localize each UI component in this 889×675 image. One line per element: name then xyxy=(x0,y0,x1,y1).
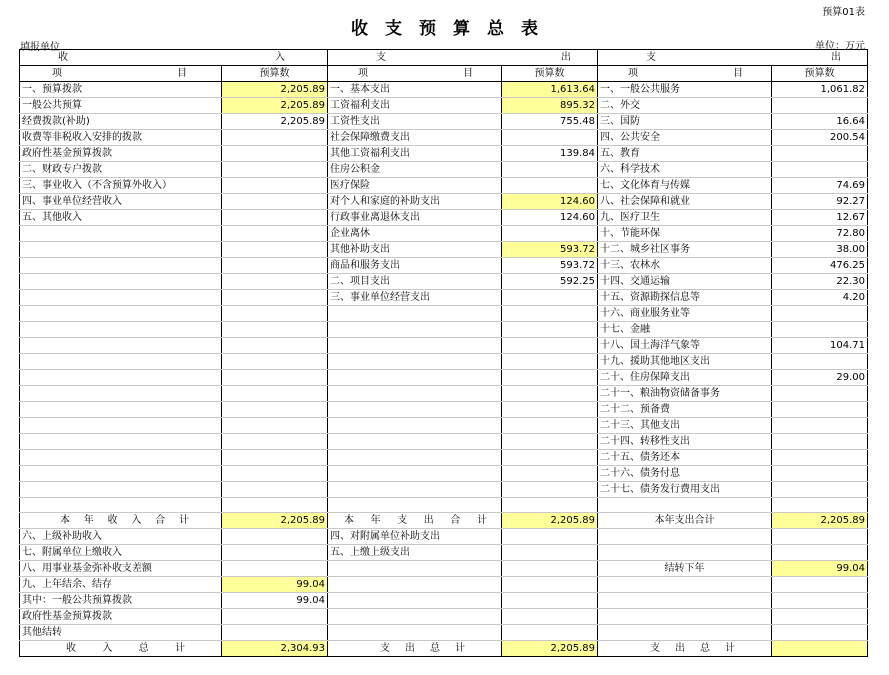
income-item-cell: 经费拨款(补助) xyxy=(20,114,222,130)
expense-category-value-cell xyxy=(772,402,868,418)
expense-value-cell xyxy=(502,482,598,498)
income-item-cell xyxy=(20,290,222,306)
income-value-cell: 2,205.89 xyxy=(222,82,328,98)
expense-category-item-cell: 六、科学技术 xyxy=(598,162,772,178)
expense-value-cell xyxy=(502,577,598,593)
expense-category-value-cell: 104.71 xyxy=(772,338,868,354)
expense-item-cell: 对个人和家庭的补助支出 xyxy=(328,194,502,210)
expense-item-cell: 其他补助支出 xyxy=(328,242,502,258)
income-value-cell xyxy=(222,529,328,545)
expense-category-value-cell xyxy=(772,434,868,450)
expense-category-value-cell: 200.54 xyxy=(772,130,868,146)
table-row xyxy=(20,98,868,114)
income-value-cell xyxy=(222,226,328,242)
expense-value-cell: 755.48 xyxy=(502,114,598,130)
expense-category-value-cell xyxy=(772,482,868,498)
expense-category-item-cell: 十、节能环保 xyxy=(598,226,772,242)
income-value-cell xyxy=(222,545,328,561)
expense-category-item-cell: 二十七、债务发行费用支出 xyxy=(598,482,772,498)
income-total-label: 本 年 收 入 合 计 xyxy=(20,513,222,529)
unit-label: 单位：万元 xyxy=(815,41,865,52)
filler-unit-label: 填报单位 xyxy=(20,42,60,53)
income-value-cell xyxy=(222,162,328,178)
expense-category-item-cell: 五、教育 xyxy=(598,146,772,162)
expense-value-cell xyxy=(502,162,598,178)
expense-item-cell xyxy=(328,354,502,370)
expense-category-value-cell: 72.80 xyxy=(772,226,868,242)
expense-category-item-cell: 十二、城乡社区事务 xyxy=(598,242,772,258)
income-item-cell xyxy=(20,258,222,274)
income-item-cell: 三、事业收入（不含预算外收入） xyxy=(20,178,222,194)
expense-category-value-cell: 22.30 xyxy=(772,274,868,290)
expense-value-cell xyxy=(502,466,598,482)
expense-item-cell: 工资福利支出 xyxy=(328,98,502,114)
expense-category-value-cell: 38.00 xyxy=(772,242,868,258)
expense-value-cell xyxy=(502,450,598,466)
expense-category-item-cell xyxy=(598,625,772,641)
expense-section-header: 支 出 xyxy=(328,50,598,66)
income-item-cell xyxy=(20,306,222,322)
income-total-value: 2,205.89 xyxy=(222,513,328,529)
table-row xyxy=(20,386,868,402)
expense-item-cell: 社会保障缴费支出 xyxy=(328,130,502,146)
expense-category-item-cell: 二十五、债务还本 xyxy=(598,450,772,466)
income-section-header: 收 入 xyxy=(20,50,328,66)
income-value-cell xyxy=(222,130,328,146)
expense-category-value-cell xyxy=(772,322,868,338)
expense-category-value-cell xyxy=(772,577,868,593)
table-row xyxy=(20,242,868,258)
table-row xyxy=(20,593,868,609)
table-row xyxy=(20,146,868,162)
expense-category-item-cell: 十七、金融 xyxy=(598,322,772,338)
income-item-cell: 四、事业单位经营收入 xyxy=(20,194,222,210)
grand-total-row xyxy=(20,641,868,657)
income-item-cell xyxy=(20,354,222,370)
expense-total-label: 本 年 支 出 合 计 xyxy=(328,513,502,529)
income-item-cell xyxy=(20,322,222,338)
income-value-cell xyxy=(222,354,328,370)
income-item-cell: 政府性基金预算拨款 xyxy=(20,609,222,625)
income-value-cell xyxy=(222,146,328,162)
expense-category-item-cell: 八、社会保障和就业 xyxy=(598,194,772,210)
income-value-cell xyxy=(222,338,328,354)
expense-item-cell xyxy=(328,577,502,593)
expense-category-item-cell: 二十二、预备费 xyxy=(598,402,772,418)
expense-item-cell xyxy=(328,434,502,450)
expense-item-cell: 行政事业离退休支出 xyxy=(328,210,502,226)
expense-category-total-label: 本年支出合计 xyxy=(598,513,772,529)
table-row xyxy=(20,338,868,354)
expense-category-grand-total-label: 支 出 总 计 xyxy=(598,641,772,657)
income-value-cell xyxy=(222,210,328,226)
expense-category-value-cell xyxy=(772,98,868,114)
income-item-cell xyxy=(20,482,222,498)
income-item-cell: 一、预算拨款 xyxy=(20,82,222,98)
expense-category-value-cell xyxy=(772,418,868,434)
table-row xyxy=(20,370,868,386)
expense-category-item-cell: 二十四、转移性支出 xyxy=(598,434,772,450)
expense-grand-total-label: 支 出 总 计 xyxy=(328,641,502,657)
budget-summary-table xyxy=(19,49,868,657)
expense-category-value-cell xyxy=(772,545,868,561)
expense-item-cell: 二、项目支出 xyxy=(328,274,502,290)
expense-category-item-cell xyxy=(598,577,772,593)
table-row xyxy=(20,194,868,210)
income-value-cell xyxy=(222,609,328,625)
expense-value-cell xyxy=(502,306,598,322)
expense-category-item-cell: 结转下年 xyxy=(598,561,772,577)
expense-category-item-cell: 一、一般公共服务 xyxy=(598,82,772,98)
income-value-cell: 2,205.89 xyxy=(222,98,328,114)
income-value-cell xyxy=(222,242,328,258)
expense-item-cell: 医疗保险 xyxy=(328,178,502,194)
expense-value-cell xyxy=(502,386,598,402)
income-item-cell: 一般公共预算 xyxy=(20,98,222,114)
expense-category-item-cell: 十八、国土海洋气象等 xyxy=(598,338,772,354)
expense-category-total-value: 2,205.89 xyxy=(772,513,868,529)
expense-value-cell xyxy=(502,322,598,338)
expense-category-item-cell: 二十三、其他支出 xyxy=(598,418,772,434)
income-item-cell xyxy=(20,402,222,418)
expense-category-item-cell: 十五、资源勘探信息等 xyxy=(598,290,772,306)
expense-item-cell xyxy=(328,561,502,577)
expense-category-grand-total-value xyxy=(772,641,868,657)
expense-value-cell xyxy=(502,545,598,561)
income-item-cell xyxy=(20,498,222,513)
expense-value-cell xyxy=(502,418,598,434)
income-item-cell xyxy=(20,386,222,402)
income-grand-total-value: 2,304.93 xyxy=(222,641,328,657)
expense-category-value-cell: 1,061.82 xyxy=(772,82,868,98)
expense-category-section-header: 支 出 xyxy=(598,50,868,66)
expense-category-value-cell: 476.25 xyxy=(772,258,868,274)
income-value-cell xyxy=(222,194,328,210)
expense-value-cell: 139.84 xyxy=(502,146,598,162)
income-item-cell xyxy=(20,274,222,290)
expense-category-item-cell: 七、文化体育与传媒 xyxy=(598,178,772,194)
table-row xyxy=(20,162,868,178)
income-value-cell xyxy=(222,274,328,290)
expense-category-value-cell: 16.64 xyxy=(772,114,868,130)
income-value-cell xyxy=(222,322,328,338)
income-value-cell xyxy=(222,434,328,450)
expense-item-cell: 一、基本支出 xyxy=(328,82,502,98)
expense-category-item-cell: 十三、农林水 xyxy=(598,258,772,274)
expense-value-cell xyxy=(502,561,598,577)
expense-value-cell xyxy=(502,370,598,386)
expense-item-cell: 四、对附属单位补助支出 xyxy=(328,529,502,545)
expense-item-cell: 企业离休 xyxy=(328,226,502,242)
table-row xyxy=(20,625,868,641)
table-row xyxy=(20,274,868,290)
totals-row xyxy=(20,513,868,529)
expense-category-item-cell: 十四、交通运输 xyxy=(598,274,772,290)
income-value-cell xyxy=(222,370,328,386)
income-item-cell: 其他结转 xyxy=(20,625,222,641)
income-value-cell: 2,205.89 xyxy=(222,114,328,130)
expense-item-cell xyxy=(328,625,502,641)
expense-item-cell: 三、事业单位经营支出 xyxy=(328,290,502,306)
income-item-cell: 八、用事业基金弥补收支差额 xyxy=(20,561,222,577)
expense-category-value-cell xyxy=(772,466,868,482)
expense-item-cell xyxy=(328,322,502,338)
table-row xyxy=(20,434,868,450)
expense-category-value-cell xyxy=(772,386,868,402)
table-row xyxy=(20,545,868,561)
expense-category-budget-header: 预算数 xyxy=(772,66,868,82)
form-number: 预算01表 xyxy=(822,7,865,18)
expense-item-cell xyxy=(328,386,502,402)
expense-category-value-cell xyxy=(772,625,868,641)
table-row xyxy=(20,418,868,434)
expense-item-cell xyxy=(328,418,502,434)
expense-value-cell xyxy=(502,529,598,545)
expense-item-cell xyxy=(328,482,502,498)
expense-category-value-cell xyxy=(772,529,868,545)
expense-category-item-cell: 四、公共安全 xyxy=(598,130,772,146)
expense-category-item-cell: 三、国防 xyxy=(598,114,772,130)
expense-value-cell xyxy=(502,434,598,450)
income-item-cell xyxy=(20,450,222,466)
income-item-cell xyxy=(20,338,222,354)
expense-value-cell xyxy=(502,226,598,242)
expense-item-cell xyxy=(328,306,502,322)
expense-category-item-cell: 二十、住房保障支出 xyxy=(598,370,772,386)
expense-category-value-cell xyxy=(772,450,868,466)
income-item-cell xyxy=(20,434,222,450)
income-item-cell xyxy=(20,226,222,242)
income-grand-total-label: 收 入 总 计 xyxy=(20,641,222,657)
income-value-cell xyxy=(222,402,328,418)
expense-category-value-cell xyxy=(772,593,868,609)
expense-item-cell xyxy=(328,466,502,482)
expense-item-cell: 其他工资福利支出 xyxy=(328,146,502,162)
expense-category-item-cell: 二十六、债务付息 xyxy=(598,466,772,482)
expense-value-cell: 124.60 xyxy=(502,194,598,210)
expense-category-value-cell: 12.67 xyxy=(772,210,868,226)
table-row xyxy=(20,290,868,306)
expense-value-cell: 592.25 xyxy=(502,274,598,290)
income-value-cell xyxy=(222,625,328,641)
expense-item-cell xyxy=(328,593,502,609)
expense-item-cell: 工资性支出 xyxy=(328,114,502,130)
expense-category-value-cell: 92.27 xyxy=(772,194,868,210)
table-row xyxy=(20,498,868,513)
page-title: 收 支 预 算 总 表 xyxy=(351,19,538,39)
table-row xyxy=(20,322,868,338)
table-row xyxy=(20,466,868,482)
income-item-cell: 二、财政专户拨款 xyxy=(20,162,222,178)
income-value-cell: 99.04 xyxy=(222,593,328,609)
income-item-cell xyxy=(20,370,222,386)
expense-category-item-cell xyxy=(598,498,772,513)
expense-category-value-cell xyxy=(772,498,868,513)
income-value-cell xyxy=(222,258,328,274)
income-value-cell xyxy=(222,561,328,577)
expense-value-cell: 124.60 xyxy=(502,210,598,226)
expense-category-item-cell: 二、外交 xyxy=(598,98,772,114)
income-item-cell: 五、其他收入 xyxy=(20,210,222,226)
expense-item-cell: 商品和服务支出 xyxy=(328,258,502,274)
income-item-cell xyxy=(20,418,222,434)
expense-value-cell xyxy=(502,354,598,370)
income-value-cell xyxy=(222,482,328,498)
expense-total-value: 2,205.89 xyxy=(502,513,598,529)
income-budget-header: 预算数 xyxy=(222,66,328,82)
expense-category-value-cell xyxy=(772,162,868,178)
header-row-columns xyxy=(20,66,868,82)
table-row xyxy=(20,450,868,466)
expense-category-item-cell: 十六、商业服务业等 xyxy=(598,306,772,322)
expense-budget-header: 预算数 xyxy=(502,66,598,82)
income-item-header: 项 目 xyxy=(20,66,222,82)
expense-item-cell xyxy=(328,338,502,354)
expense-category-item-header: 项 目 xyxy=(598,66,772,82)
expense-item-cell: 住房公积金 xyxy=(328,162,502,178)
table-row xyxy=(20,306,868,322)
expense-value-cell: 1,613.64 xyxy=(502,82,598,98)
expense-category-item-cell xyxy=(598,545,772,561)
table-row xyxy=(20,178,868,194)
expense-value-cell xyxy=(502,290,598,306)
expense-category-item-cell xyxy=(598,593,772,609)
income-value-cell xyxy=(222,386,328,402)
expense-item-cell xyxy=(328,370,502,386)
expense-value-cell xyxy=(502,609,598,625)
expense-category-value-cell xyxy=(772,146,868,162)
expense-value-cell: 593.72 xyxy=(502,242,598,258)
expense-category-value-cell: 99.04 xyxy=(772,561,868,577)
expense-value-cell: 593.72 xyxy=(502,258,598,274)
table-row xyxy=(20,561,868,577)
expense-value-cell xyxy=(502,625,598,641)
expense-value-cell xyxy=(502,402,598,418)
expense-category-item-cell: 十九、援助其他地区支出 xyxy=(598,354,772,370)
expense-category-item-cell: 二十一、粮油物资储备事务 xyxy=(598,386,772,402)
header-row-sections xyxy=(20,50,868,66)
expense-item-cell xyxy=(328,450,502,466)
expense-item-cell xyxy=(328,402,502,418)
income-item-cell: 政府性基金预算拨款 xyxy=(20,146,222,162)
income-item-cell: 收费等非税收入安排的拨款 xyxy=(20,130,222,146)
table-row xyxy=(20,114,868,130)
expense-category-item-cell: 九、医疗卫生 xyxy=(598,210,772,226)
expense-value-cell xyxy=(502,338,598,354)
expense-category-item-cell xyxy=(598,609,772,625)
table-row xyxy=(20,258,868,274)
expense-category-item-cell xyxy=(598,529,772,545)
expense-category-value-cell xyxy=(772,354,868,370)
expense-value-cell xyxy=(502,593,598,609)
expense-category-value-cell xyxy=(772,306,868,322)
income-value-cell xyxy=(222,466,328,482)
income-value-cell xyxy=(222,178,328,194)
table-row xyxy=(20,130,868,146)
expense-item-cell xyxy=(328,498,502,513)
income-value-cell xyxy=(222,450,328,466)
table-row xyxy=(20,354,868,370)
expense-grand-total-value: 2,205.89 xyxy=(502,641,598,657)
income-item-cell: 六、上级补助收入 xyxy=(20,529,222,545)
expense-category-value-cell: 74.69 xyxy=(772,178,868,194)
expense-category-value-cell: 4.20 xyxy=(772,290,868,306)
income-item-cell xyxy=(20,242,222,258)
expense-value-cell xyxy=(502,178,598,194)
income-value-cell xyxy=(222,306,328,322)
income-value-cell xyxy=(222,418,328,434)
table-row xyxy=(20,482,868,498)
table-row xyxy=(20,402,868,418)
expense-category-value-cell: 29.00 xyxy=(772,370,868,386)
income-value-cell: 99.04 xyxy=(222,577,328,593)
expense-value-cell xyxy=(502,498,598,513)
income-item-cell: 其中：一般公共预算拨款 xyxy=(20,593,222,609)
table-row xyxy=(20,609,868,625)
expense-category-value-cell xyxy=(772,609,868,625)
table-row xyxy=(20,226,868,242)
income-item-cell: 九、上年结余、结存 xyxy=(20,577,222,593)
table-row xyxy=(20,210,868,226)
income-item-cell xyxy=(20,466,222,482)
income-value-cell xyxy=(222,498,328,513)
table-row xyxy=(20,577,868,593)
table-row xyxy=(20,82,868,98)
income-item-cell: 七、附属单位上缴收入 xyxy=(20,545,222,561)
expense-value-cell xyxy=(502,130,598,146)
expense-item-cell xyxy=(328,609,502,625)
table-row xyxy=(20,529,868,545)
expense-item-cell: 五、上缴上级支出 xyxy=(328,545,502,561)
expense-item-header: 项 目 xyxy=(328,66,502,82)
income-value-cell xyxy=(222,290,328,306)
expense-value-cell: 895.32 xyxy=(502,98,598,114)
